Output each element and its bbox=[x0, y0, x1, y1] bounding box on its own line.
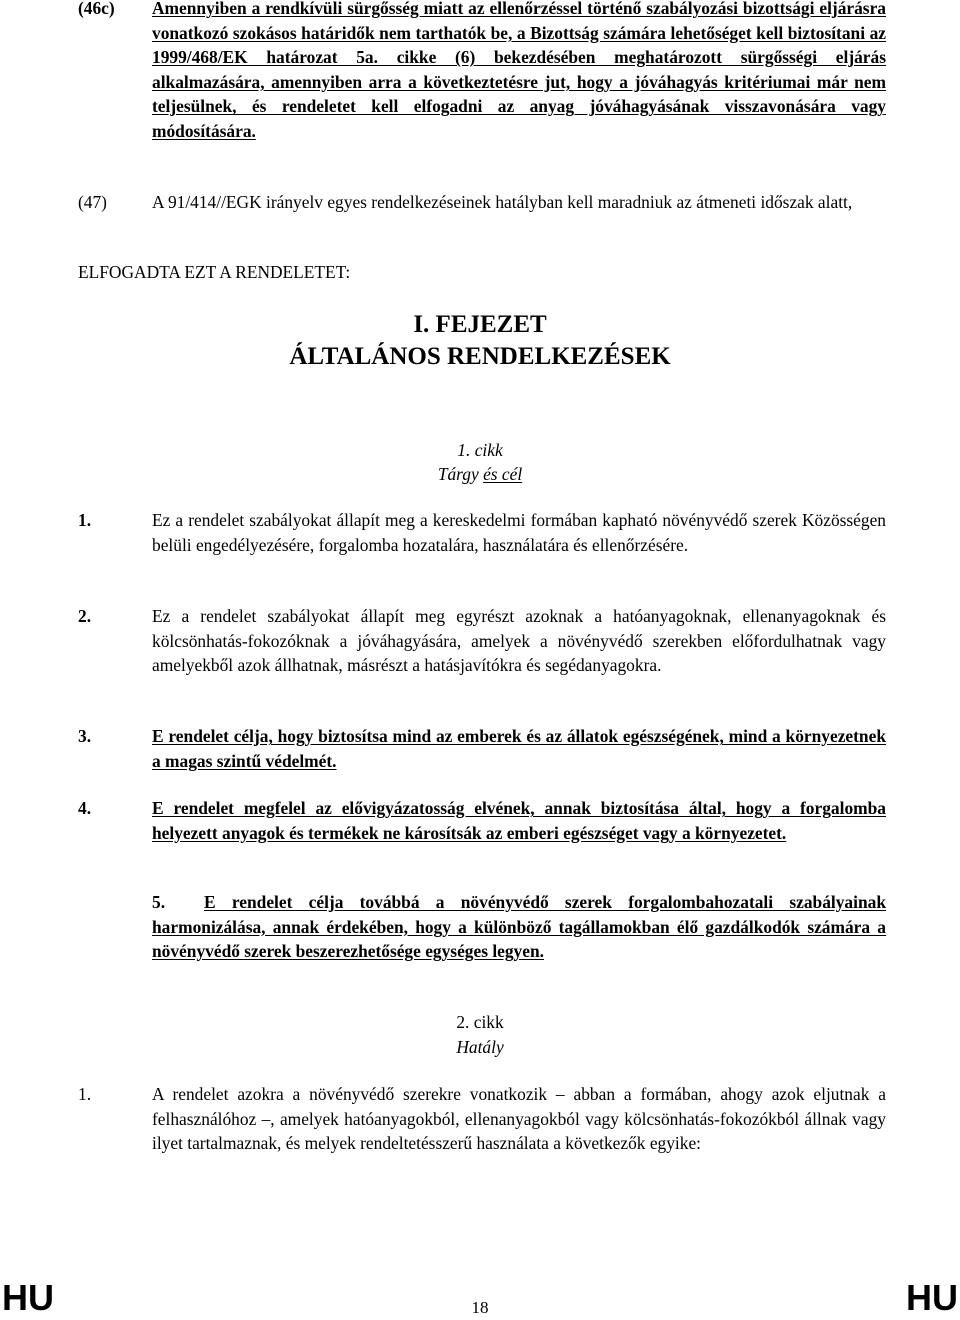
article-1-paragraph-5 bbox=[78, 890, 886, 964]
recital-number: (47) bbox=[78, 192, 107, 212]
paragraph-number: 3. bbox=[78, 726, 92, 746]
paragraph-number: 1. bbox=[78, 510, 92, 530]
paragraph-text: A rendelet azokra a növényvédő szerekre vonatkozik – abban a formában, ahogy azok eljutnak a felhasználóhoz –, amelyek hatóanyagokból, ellenanyagokból vagy kölcsönhatás-fokozókból állnak vagy ilyet tartalmaznak, és melyek rendeltetésszerű használata a következők egyike: bbox=[152, 1084, 886, 1154]
article-1-title-plain: Tárgy bbox=[437, 464, 484, 484]
recital-text: A 91/414//EGK irányelv egyes rendelkezéseinek hatályban kell maradniuk az átmeneti időszak alatt, bbox=[152, 192, 853, 212]
footer-language-right: HU bbox=[906, 1277, 958, 1318]
article-1-paragraph-2 bbox=[78, 604, 886, 678]
recital-number: (46c) bbox=[78, 0, 115, 18]
article-1-title bbox=[0, 462, 960, 487]
article-1-paragraph-4 bbox=[78, 796, 886, 845]
paragraph-number: 4. bbox=[78, 798, 92, 818]
chapter-title: ÁLTALÁNOS RENDELKEZÉSEK bbox=[289, 343, 671, 370]
paragraph-number: 1. bbox=[78, 1084, 92, 1104]
page-number: 18 bbox=[471, 1298, 489, 1317]
paragraph-text: Ez a rendelet szabályokat állapít meg egyrészt azoknak a hatóanyagoknak, ellenanyagoknak és kölcsönhatás-fokozóknak a jóváhagyására, amelyek a növényvédő szerekben előfordulhatnak vagy amelyekből azok állhatnak, másrészt a hatásjavítókra és segédanyagokra. bbox=[152, 606, 886, 676]
paragraph-number: 2. bbox=[78, 606, 92, 626]
recital-text: Amennyiben a rendkívüli sürgősség miatt az ellenőrzéssel történő szabályozási bizottsági eljárásra vonatkozó szokásos határidők nem tarthatók be, a Bizottság számára lehetőséget kell biztosítani az 1999/468/EK határozat 5a. cikke (6) bekezdésében meghatározott sürgősségi eljárás alkalmazására, amennyiben arra a következtetésre jut, hogy a jóváhagyás kritériumai már nem teljesülnek, és rendeletet kell elfogadni az anyag jóváhagyásának visszavonására vagy módosítására. bbox=[152, 0, 886, 141]
chapter-number: I. FEJEZET bbox=[413, 311, 547, 338]
article-1-paragraph-3 bbox=[78, 724, 886, 773]
article-1-heading: 1. cikk bbox=[457, 440, 503, 460]
article-2-paragraph-1 bbox=[78, 1082, 886, 1156]
recital-47 bbox=[78, 190, 886, 215]
paragraph-number: 5. bbox=[152, 892, 166, 912]
paragraph-text: E rendelet célja továbbá a növényvédő szerek forgalombahozatali szabályainak harmonizálása, annak érdekében, hogy a különböző tagállamokban élő gazdálkodók számára a növényvédő szerek beszerezhetősége egységes legyen. bbox=[152, 892, 886, 962]
article-1-paragraph-1 bbox=[78, 508, 886, 557]
paragraph-text: Ez a rendelet szabályokat állapít meg a kereskedelmi formában kapható növényvédő szerek Közösségen belüli engedélyezésére, forgalomba hozatalára, használatára és ellenőrzésére. bbox=[152, 510, 886, 555]
adoption-formula: ELFOGADTA EZT A RENDELETET: bbox=[78, 262, 351, 282]
article-2-heading: 2. cikk bbox=[456, 1012, 504, 1032]
paragraph-text: E rendelet megfelel az elővigyázatosság elvének, annak biztosítása által, hogy a forgalomba helyezett anyagok és termékek ne károsítsák az emberi egészséget vagy a környezetet. bbox=[152, 798, 886, 843]
article-2-title: Hatály bbox=[456, 1037, 504, 1057]
recital-46c bbox=[78, 0, 886, 144]
article-1-title-underlined: és cél bbox=[483, 464, 523, 484]
footer-language-left: HU bbox=[2, 1277, 54, 1318]
paragraph-text: E rendelet célja, hogy biztosítsa mind az emberek és az állatok egészségének, mind a környezetnek a magas szintű védelmét. bbox=[152, 726, 886, 771]
